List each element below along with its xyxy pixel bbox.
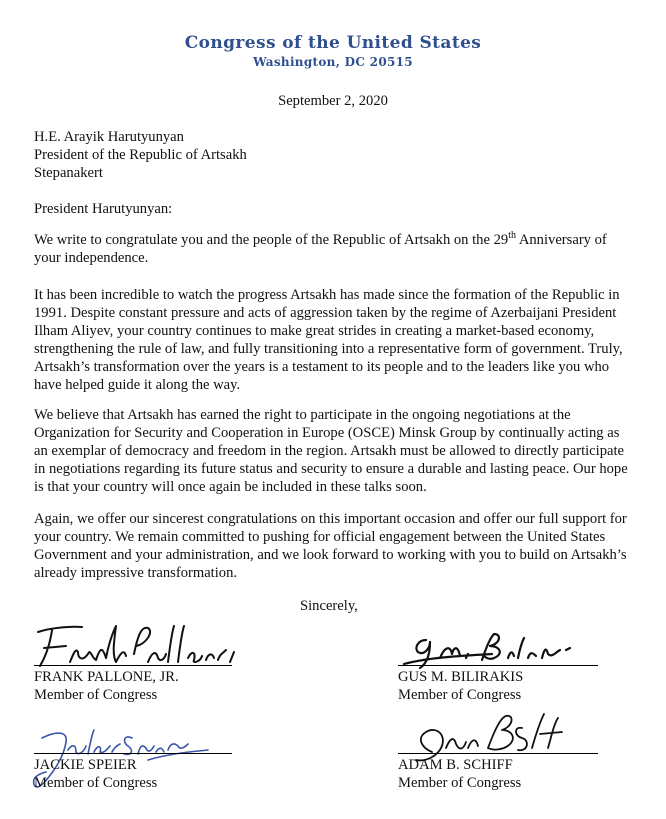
signatory-name-schiff: ADAM B. SCHIFF <box>398 757 513 773</box>
paragraph-2: It has been incredible to watch the progress Artsakh has made since the formation of the Republic in 1991. Despite constant pressure and acts of aggression taken by the regime of Azerbaijani President Ilham Aliyev, your country continues to make great strides in creating a market-based economy, strengthening the rule of law, and fully transitioning into a representative form of government. Truly, Artsakh’s transformation over the years is a testament to its people and to the leaders like you who have helped guide it along the way. <box>34 287 623 393</box>
recipient-city: Stepanakert <box>34 165 103 181</box>
paragraph-3: We believe that Artsakh has earned the right to participate in the ongoing negotiations at the Organization for Security and Cooperation in Europe (OSCE) Minsk Group by continually acting as an exemplar of democracy and freedom in the region. Artsakh must be allowed to directly participate in negotiations regarding its future status and security to ensure a durable and lasting peace. Our hope is that your country will once again be included in these talks soon. <box>34 407 628 495</box>
recipient-name: H.E. Arayik Harutyunyan <box>34 129 184 145</box>
signature-line-schiff <box>398 753 598 754</box>
signature-line-speier <box>34 753 232 754</box>
paragraph-1-text-end: Anniversary of your independence. <box>34 232 607 266</box>
signature-line-bilirakis <box>398 665 598 666</box>
signatory-name-speier: JACKIE SPEIER <box>34 757 137 773</box>
paragraph-1 <box>34 231 634 267</box>
signature-pallone <box>30 618 240 670</box>
signatory-title-pallone: Member of Congress <box>34 687 158 703</box>
recipient-address <box>34 128 634 182</box>
ordinal-suffix: th <box>508 230 516 242</box>
letterhead <box>0 32 666 70</box>
salutation: President Harutyunyan: <box>34 201 173 217</box>
signatory-title-schiff: Member of Congress <box>398 775 522 791</box>
signatory-name-pallone: FRANK PALLONE, JR. <box>34 669 179 685</box>
paragraph-1-text: We write to congratulate you and the people of the Republic of Artsakh on the 29 <box>34 232 509 248</box>
paragraph-4: Again, we offer our sincerest congratulations on this important occasion and offer our full support for your country. We remain committed to pushing for official engagement between the United States Government and your administration, and we look forward to working with you to build on Artsakh’s already impressive transformation. <box>34 511 627 581</box>
signatory-title-bilirakis: Member of Congress <box>398 687 522 703</box>
recipient-title: President of the Republic of Artsakh <box>34 147 247 163</box>
closing: Sincerely, <box>300 598 358 614</box>
letter-date: September 2, 2020 <box>278 93 388 109</box>
signature-line-pallone <box>34 665 232 666</box>
letterhead-title: Congress of the United States <box>184 33 482 53</box>
signatory-name-bilirakis: GUS M. BILIRAKIS <box>398 669 524 685</box>
signatory-title-speier: Member of Congress <box>34 775 158 791</box>
letterhead-subtitle: Washington, DC 20515 <box>253 55 413 69</box>
